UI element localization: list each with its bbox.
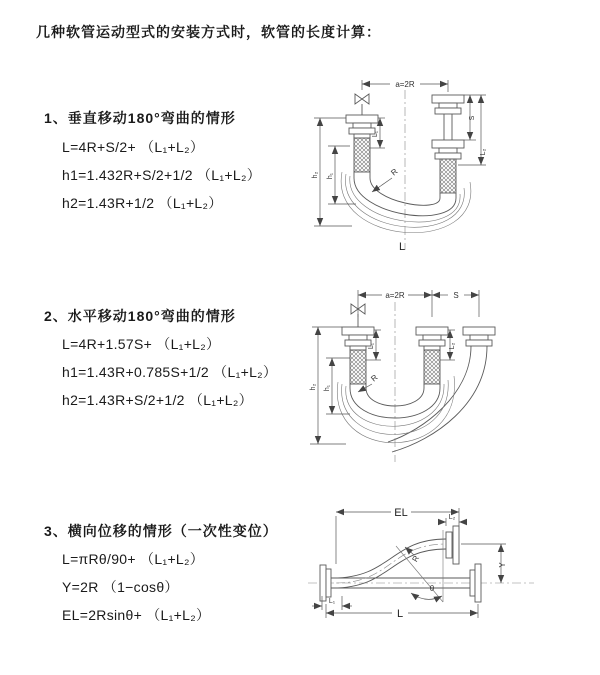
dim-label-l: L	[396, 608, 404, 620]
diagram-lateral-displacement	[296, 498, 581, 650]
dim-label-r: R	[410, 553, 422, 564]
section2-formula-L: L=4R+1.57S+ （L₁+L₂）	[62, 336, 221, 352]
dim-label-s: S	[453, 291, 459, 300]
dim-label-h1: h₁	[324, 384, 331, 392]
hose-s-curve	[333, 539, 446, 588]
section3-formula-Y: Y=2R （1−cosθ）	[62, 579, 179, 595]
dim-label-y: Y	[498, 562, 507, 568]
dim-label-a2r: a=2R	[395, 80, 415, 89]
dim-label-l1: L₁	[372, 130, 379, 138]
dim-label-a2r: a=2R	[385, 291, 405, 300]
section1-formula-L: L=4R+S/2+ （L₁+L₂）	[62, 139, 205, 155]
section1-heading: 1、垂直移动180°弯曲的情形	[44, 110, 236, 126]
section1-formula-h2: h2=1.43R+1/2 （L₁+L₂）	[62, 195, 223, 211]
section2-formula-h2: h2=1.43R+S/2+1/2 （L₁+L₂）	[62, 392, 253, 408]
diagram-horizontal-bend	[296, 282, 596, 478]
section3-heading: 3、横向位移的情形（一次性变位）	[44, 523, 278, 539]
dim-label-h2: h₂	[310, 383, 317, 391]
dim-label-el: EL	[394, 507, 408, 519]
hose-u-bend	[337, 376, 454, 443]
section2-heading: 2、水平移动180°弯曲的情形	[44, 308, 236, 324]
dim-label-h1: h₁	[327, 172, 334, 180]
dim-label-s: S	[469, 115, 476, 121]
dim-label-l: L	[398, 241, 406, 253]
left-flange-fitting	[320, 565, 331, 601]
section3-formula-L: L=πRθ/90+ （L₁+L₂）	[62, 551, 205, 567]
dim-label-l1: L₁	[368, 342, 375, 350]
right-flange-fitting	[432, 95, 464, 198]
dim-label-l2: L₂	[449, 342, 456, 350]
left-flange-fitting	[342, 327, 374, 388]
section1-formula-h1: h1=1.432R+S/2+1/2 （L₁+L₂）	[62, 167, 262, 183]
section2-formula-h1: h1=1.43R+0.785S+1/2 （L₁+L₂）	[62, 364, 278, 380]
dim-label-l2: L₂	[448, 514, 456, 521]
dim-label-r: R	[369, 372, 380, 384]
dim-label-l1: L₁	[328, 598, 336, 605]
section3-formula-EL: EL=2Rsinθ+ （L₁+L₂）	[62, 607, 211, 623]
dim-label-h2: h₂	[312, 171, 319, 179]
diagram-vertical-bend	[300, 70, 555, 266]
middle-flange-fitting	[416, 327, 448, 388]
page-title: 几种软管运动型式的安装方式时，软管的长度计算：	[36, 24, 381, 40]
valve-icon	[355, 94, 369, 115]
dim-label-theta: θ	[429, 584, 435, 593]
right-flange-original	[470, 564, 481, 602]
left-flange-fitting	[346, 115, 378, 178]
dim-label-l2: L₂	[480, 148, 487, 156]
upper-flange-displaced	[446, 526, 459, 564]
dim-label-r: R	[389, 166, 400, 178]
